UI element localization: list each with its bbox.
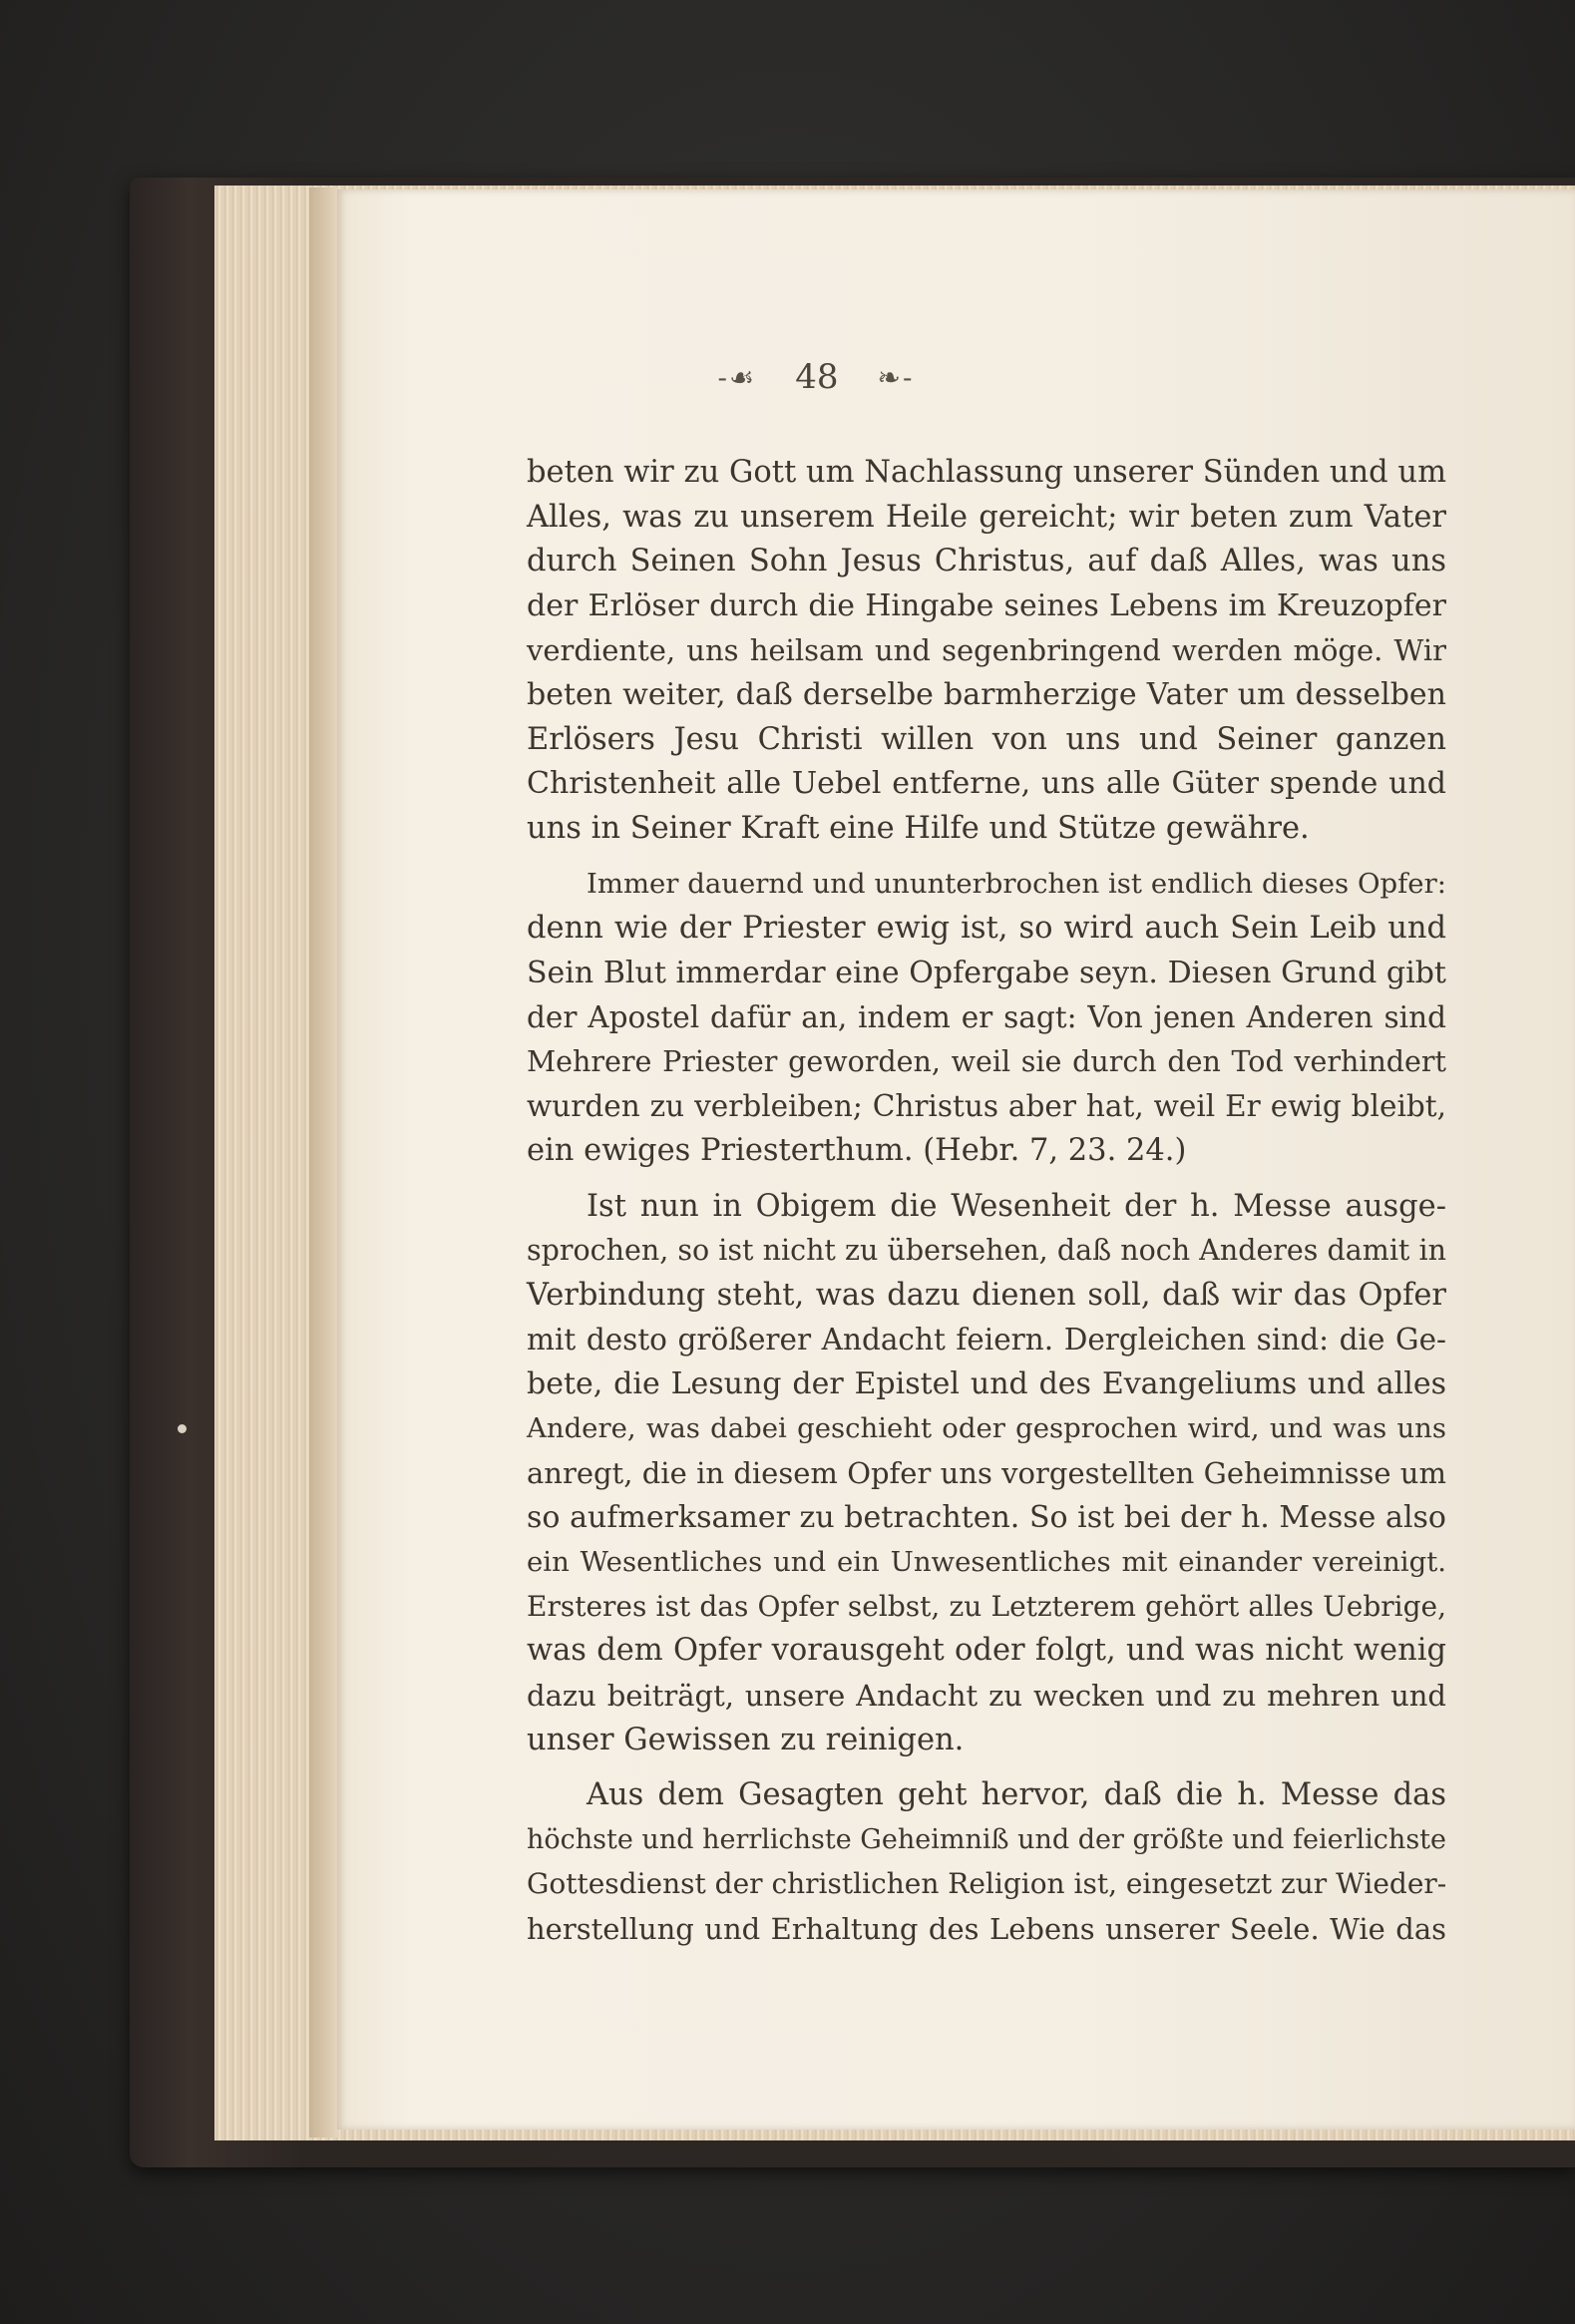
text-line: herstellung und Erhaltung des Lebens unserer Seele. Wie das	[527, 1912, 1446, 1946]
text-line: höchste und herrlichste Geheimniß und der größte und feierlichste	[527, 1823, 1446, 1855]
text-line: ein ewiges Priesterthum. (Hebr. 7, 23. 24.)	[527, 1132, 1187, 1168]
text-line: so aufmerksamer zu betrachten. So ist bei der h. Messe also	[527, 1499, 1446, 1535]
text-line: Erlösers Jesu Christi willen von uns und Seiner ganzen	[527, 721, 1446, 757]
text-line: Andere, was dabei geschieht oder gesprochen wird, und was uns	[527, 1412, 1446, 1445]
text-line: was dem Opfer vorausgeht oder folgt, und was nicht wenig	[527, 1633, 1446, 1669]
paragraph-3	[527, 1185, 1446, 1763]
binding-mark	[178, 1424, 187, 1433]
text-line: Gottesdienst der christlichen Religion ist, eingesetzt zur Wieder-	[527, 1867, 1447, 1901]
text-line: sprochen, so ist nicht zu übersehen, daß noch Anderes damit in	[527, 1234, 1446, 1268]
text-line: Alles, was zu unserem Heile gereicht; wir beten zum Vater	[527, 499, 1446, 535]
ornament-right-icon: ❧-	[877, 360, 915, 394]
body-text	[527, 451, 1446, 1963]
text-line: Christenheit alle Uebel entferne, uns alle Güter spende und	[527, 766, 1446, 802]
book-page	[337, 190, 1575, 2130]
paragraph-2	[527, 862, 1446, 1173]
paragraph-1	[527, 451, 1446, 851]
text-line: durch Seinen Sohn Jesus Christus, auf daß Alles, was uns	[527, 544, 1446, 580]
text-line: beten wir zu Gott um Nachlassung unserer Sünden und um	[527, 455, 1446, 490]
text-line: anregt, die in diesem Opfer uns vorgestellten Geheimnisse um	[527, 1456, 1446, 1491]
ornament-left-icon: -☙	[717, 360, 757, 394]
text-line: Sein Blut immerdar eine Opfergabe seyn. Diesen Grund gibt	[527, 955, 1446, 990]
text-line: beten weiter, daß derselbe barmherzige Vater um desselben	[527, 676, 1446, 712]
page-number: 48	[795, 357, 839, 397]
text-line: Ersteres ist das Opfer selbst, zu Letzterem gehört alles Uebrige,	[527, 1589, 1446, 1623]
text-line: der Apostel dafür an, indem er sagt: Von jenen Anderen sind	[527, 1000, 1446, 1035]
text-line: verdiente, uns heilsam und segenbringend werden möge. Wir	[527, 633, 1446, 668]
text-line: Immer dauernd und ununterbrochen ist endlich dieses Opfer:	[587, 868, 1446, 901]
text-line: ein Wesentliches und ein Unwesentliches mit einander vereinigt.	[527, 1546, 1446, 1579]
text-line: Aus dem Gesagten geht hervor, daß die h. Messe das	[587, 1777, 1446, 1813]
page-header	[337, 357, 1295, 397]
text-line: Verbindung steht, was dazu dienen soll, daß wir das Opfer	[527, 1277, 1446, 1313]
text-line: dazu beiträgt, unsere Andacht zu wecken und zu mehren und	[527, 1679, 1446, 1714]
text-line: bete, die Lesung der Epistel und des Evangeliums und alles	[527, 1365, 1446, 1401]
text-line: mit desto größerer Andacht feiern. Dergleichen sind: die Ge-	[527, 1323, 1446, 1357]
text-line: Ist nun in Obigem die Wesenheit der h. Messe ausge-	[587, 1188, 1446, 1224]
text-line: der Erlöser durch die Hingabe seines Lebens im Kreuzopfer	[527, 587, 1446, 623]
gutter-shadow	[309, 188, 339, 2137]
paragraph-4	[527, 1773, 1446, 1951]
text-line: wurden zu verbleiben; Christus aber hat, weil Er ewig bleibt,	[527, 1089, 1446, 1124]
text-line: uns in Seiner Kraft eine Hilfe und Stütze gewähre.	[527, 810, 1310, 846]
text-line: unser Gewissen zu reinigen.	[527, 1722, 965, 1757]
text-line: denn wie der Priester ewig ist, so wird auch Sein Leib und	[527, 910, 1446, 946]
text-line: Mehrere Priester geworden, weil sie durch den Tod verhindert	[527, 1044, 1446, 1078]
